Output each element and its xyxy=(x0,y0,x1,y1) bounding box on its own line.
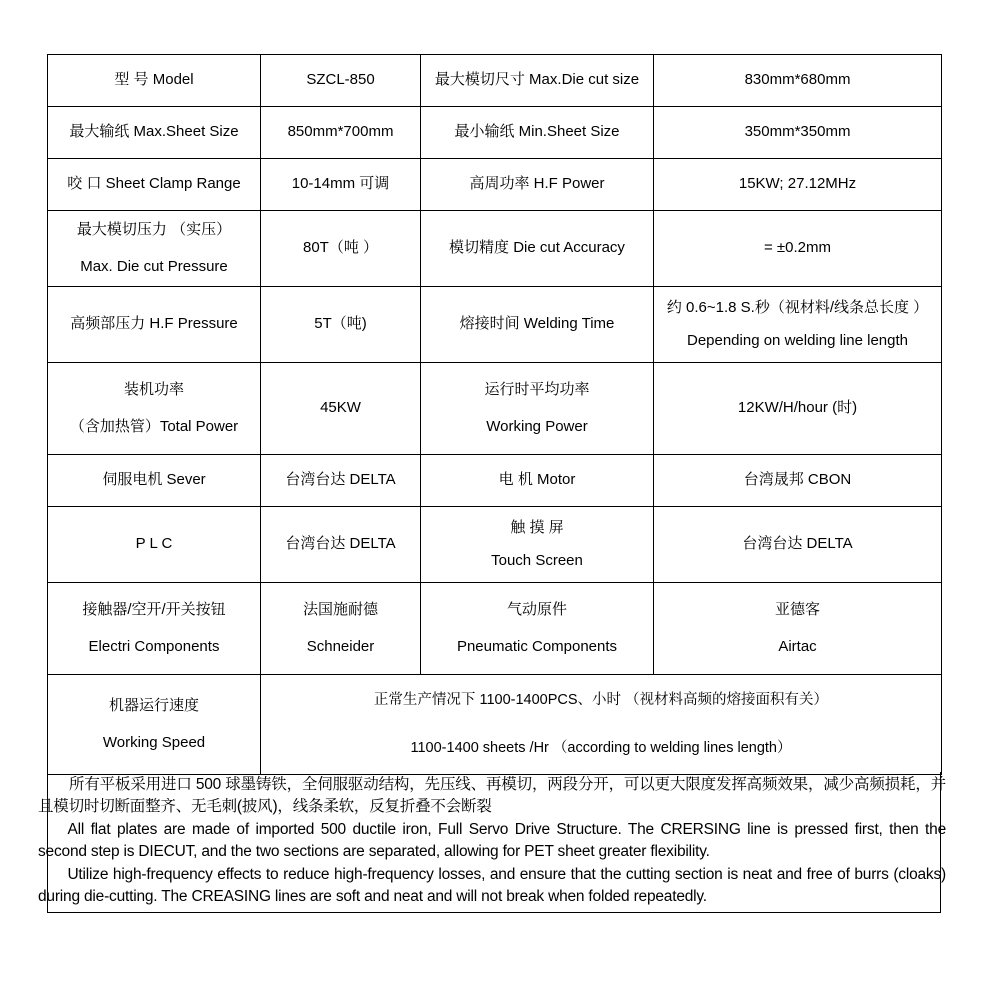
label-line-2: Max. Die cut Pressure xyxy=(80,257,228,275)
label-line-1: 机器运行速度 xyxy=(108,697,199,714)
cell-min-sheet-size-label: 最小输纸 Min.Sheet Size xyxy=(421,107,654,159)
label-line-2: Working Speed xyxy=(102,733,206,751)
label-line-2: Pneumatic Components xyxy=(456,637,618,655)
cell-electric-components-value xyxy=(261,583,421,675)
cell-motor-value: 台湾晟邦 CBON xyxy=(654,455,942,507)
cell-sheet-clamp-range-label: 咬 口 Sheet Clamp Range xyxy=(48,159,261,211)
cell-max-die-cut-size-label: 最大模切尺寸 Max.Die cut size xyxy=(421,55,654,107)
value-line-2: Airtac xyxy=(778,637,817,655)
cell-hf-power-value: 15KW; 27.12MHz xyxy=(654,159,942,211)
label-line-2: Working Power xyxy=(486,417,588,435)
table-row xyxy=(48,287,942,363)
table-row xyxy=(48,455,942,507)
cell-hf-pressure-value: 5T（吨) xyxy=(261,287,421,363)
cell-die-cut-accuracy-label: 模切精度 Die cut Accuracy xyxy=(421,211,654,287)
note-paragraph-english-1: All flat plates are made of imported 500 ductile iron, Full Servo Drive Structure. The CRERSING line is pressed first, then the second step is DIECUT, and the two sections are separated, allowing for PET sheet greater flexibility. xyxy=(38,821,946,860)
cell-motor-label: 电 机 Motor xyxy=(421,455,654,507)
value-line-2: 1100-1400 sheets /Hr （according to welding lines length） xyxy=(410,739,792,756)
value-line-2: Schneider xyxy=(306,637,375,655)
cell-servo-value: 台湾台达 DELTA xyxy=(261,455,421,507)
value-line-1: 法国施耐德 xyxy=(302,601,378,618)
table-row xyxy=(48,107,942,159)
label-line-2: Electri Components xyxy=(88,637,220,655)
cell-max-sheet-size-value: 850mm*700mm xyxy=(261,107,421,159)
cell-electric-components-label xyxy=(48,583,261,675)
table-row-working-speed xyxy=(48,675,942,775)
label-line-1: 气动原件 xyxy=(506,601,567,618)
cell-pneumatic-components-value xyxy=(654,583,942,675)
cell-max-die-cut-size-value: 830mm*680mm xyxy=(654,55,942,107)
label-line-2: Touch Screen xyxy=(491,551,583,569)
specification-table xyxy=(47,54,942,775)
label-line-1: 接触器/空开/开关按钮 xyxy=(82,601,226,618)
cell-plc-label: P L C xyxy=(48,507,261,583)
label-line-2: （含加热管）Total Power xyxy=(69,417,239,435)
notes-block xyxy=(38,772,946,913)
table-row xyxy=(48,507,942,583)
table-row xyxy=(48,159,942,211)
label-line-1: 运行时平均功率 xyxy=(484,381,590,398)
value-line-2: Depending on welding line length xyxy=(686,331,908,349)
cell-welding-time-label: 熔接时间 Welding Time xyxy=(421,287,654,363)
label-line-1: 装机功率 xyxy=(123,381,184,398)
cell-working-power-label xyxy=(421,363,654,455)
cell-sheet-clamp-range-value: 10-14mm 可调 xyxy=(261,159,421,211)
value-line-1: 正常生产情况下 1100-1400PCS、小时 （视材料高频的熔接面积有关） xyxy=(373,691,829,708)
cell-servo-label: 伺服电机 Sever xyxy=(48,455,261,507)
cell-total-power-label xyxy=(48,363,261,455)
cell-touch-screen-value: 台湾台达 DELTA xyxy=(654,507,942,583)
cell-max-die-cut-pressure-label xyxy=(48,211,261,287)
cell-hf-pressure-label: 高频部压力 H.F Pressure xyxy=(48,287,261,363)
cell-working-speed-label xyxy=(48,675,261,775)
table-row xyxy=(48,583,942,675)
cell-touch-screen-label xyxy=(421,507,654,583)
cell-working-power-value: 12KW/H/hour (时) xyxy=(654,363,942,455)
cell-model-label: 型 号 Model xyxy=(48,55,261,107)
label-line-1: 最大模切压力 （实压） xyxy=(76,221,232,238)
cell-pneumatic-components-label xyxy=(421,583,654,675)
cell-hf-power-label: 高周功率 H.F Power xyxy=(421,159,654,211)
cell-min-sheet-size-value: 350mm*350mm xyxy=(654,107,942,159)
note-paragraph-english-2: Utilize high-frequency effects to reduce high-frequency losses, and ensure that the cutting section is neat and free of burrs (cloaks) during die-cutting. The CREASING lines are soft and neat and will not break when folded repeatedly. xyxy=(38,866,946,905)
table-row xyxy=(48,55,942,107)
value-line-1: 亚德客 xyxy=(774,601,820,618)
cell-plc-value: 台湾台达 DELTA xyxy=(261,507,421,583)
cell-welding-time-value xyxy=(654,287,942,363)
cell-working-speed-value xyxy=(261,675,942,775)
table-row xyxy=(48,211,942,287)
cell-die-cut-accuracy-value: = ±0.2mm xyxy=(654,211,942,287)
cell-max-die-cut-pressure-value: 80T（吨 ） xyxy=(261,211,421,287)
cell-model-value: SZCL-850 xyxy=(261,55,421,107)
note-paragraph-chinese: 所有平板采用进口 500 球墨铸铁，全伺服驱动结构，先压线、再模切，两段分开，可以更大限度发挥高频效果，减少高频损耗，并且模切时切断面整齐、无毛刺(披风)，线条柔软，反复折叠不会断裂 xyxy=(38,776,946,815)
cell-total-power-value: 45KW xyxy=(261,363,421,455)
table-row xyxy=(48,363,942,455)
label-line-1: 触 摸 屏 xyxy=(510,519,564,536)
cell-max-sheet-size-label: 最大输纸 Max.Sheet Size xyxy=(48,107,261,159)
value-line-1: 约 0.6~1.8 S.秒（视材料/线条总长度 ） xyxy=(666,299,929,316)
